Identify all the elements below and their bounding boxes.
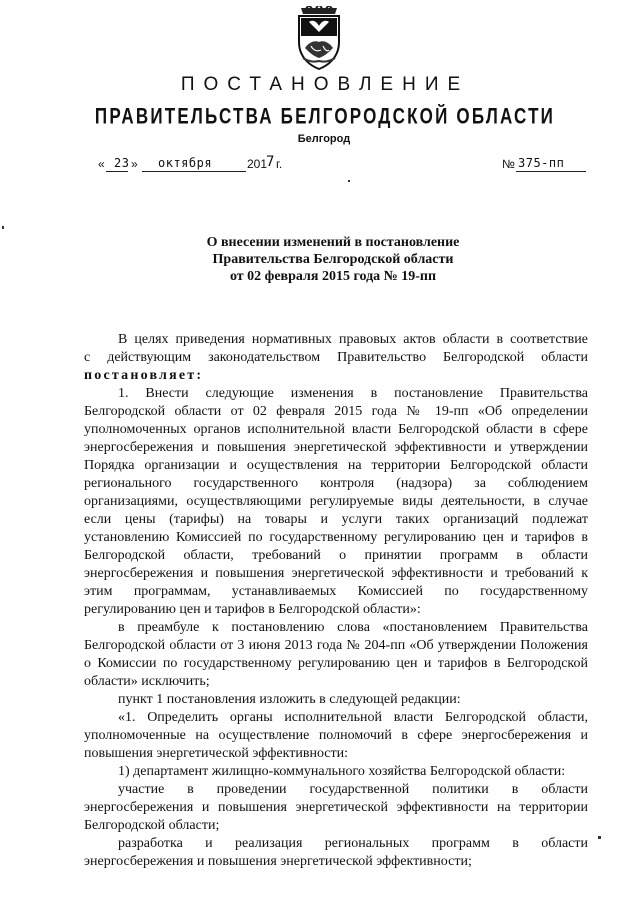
body-line: энергосбережения и повышения энергетической эффективности на территории: [84, 800, 588, 815]
month-underline: [142, 171, 246, 172]
body-line: 1) департамент жилищно-коммунального хозяйства Белгородской области:: [118, 764, 566, 779]
scan-speck: [348, 180, 350, 182]
year-digit: 7: [266, 154, 275, 170]
day-underline: [106, 171, 128, 172]
body-line: о Комиссии по государственному регулированию цен и тарифов в Белгородской: [84, 656, 588, 671]
subject-line: от 02 февраля 2015 года № 19-пп: [229, 269, 437, 284]
body-line: уполномоченные на осуществление полномочий в сфере энергосбережения и: [84, 728, 588, 743]
body-line: энергосбережения и повышения энергетической эффективности и утверждении: [84, 440, 588, 455]
body-line: регулированию цен и тарифов в Белгородской области»:: [84, 602, 421, 617]
body-line: с действующим законодательством Правительство Белгородской области: [84, 350, 588, 365]
subject-line: О внесении изменений в постановление: [206, 235, 460, 250]
document-subject: [0, 234, 640, 285]
body-line: в преамбуле к постановлению слова «постановлением Правительства: [118, 620, 588, 635]
date-month: октября: [158, 156, 213, 170]
body-line: 1. Внести следующие изменения в постановление Правительства: [118, 386, 588, 401]
body-line: Белгородской области от 02 февраля 2015 года № 19-пп «Об определении: [84, 404, 588, 419]
body-line: повышения энергетической эффективности:: [84, 746, 349, 761]
body-line: если цены (тарифы) на товары и услуги таких организаций подлежат: [84, 512, 588, 527]
body-line: В целях приведения нормативных правовых актов области в соответствие: [118, 332, 588, 347]
document-number: 375-пп: [518, 156, 565, 170]
body-line: энергосбережения и повышения энергетической эффективности и требований к: [84, 566, 588, 581]
body-line: организациями, осуществляющими регулируемые виды деятельности, в случае: [84, 494, 588, 509]
body-line: Белгородской области, требований о принятии программ в области: [84, 548, 588, 563]
quote-open: «: [98, 157, 105, 171]
body-line-decree: постановляет:: [84, 368, 204, 383]
year-suffix: г.: [276, 157, 283, 171]
quote-close: »: [131, 157, 138, 171]
coat-of-arms-emblem: [291, 6, 347, 70]
date-line: [0, 154, 640, 177]
document-body: [84, 331, 588, 871]
city-name: Белгород: [297, 133, 351, 145]
body-line: регионального государственного контроля (надзора) за соблюдением: [84, 476, 588, 491]
document-title: ПОСТАНОВЛЕНИЕ: [180, 74, 470, 95]
body-line: Порядка организации и осуществления на территории Белгородской области: [84, 458, 588, 473]
body-line: Белгородской области;: [84, 818, 220, 833]
year-prefix: 201: [247, 157, 268, 171]
subject-line: Правительства Белгородской области: [212, 252, 454, 267]
scan-speck: [598, 836, 601, 839]
body-line: участие в проведении государственной политики в области: [118, 782, 588, 797]
body-line: пункт 1 постановления изложить в следующей редакции:: [118, 692, 461, 707]
date-day: 23: [114, 156, 130, 170]
scan-speck: [2, 226, 4, 229]
body-line: установлению Комиссией по государственному регулированию цен и тарифов в: [84, 530, 588, 545]
body-line: энергосбережения и повышения энергетической эффективности;: [84, 854, 472, 869]
body-line: «1. Определить органы исполнительной власти Белгородской области,: [118, 710, 588, 725]
body-line: разработка и реализация региональных программ в области: [118, 836, 588, 851]
government-name: ПРАВИТЕЛЬСТВА БЕЛГОРОДСКОЙ ОБЛАСТИ: [94, 104, 556, 129]
body-line: Белгородской области от 3 июня 2013 года № 204-пп «Об утверждении Положения: [84, 638, 588, 653]
number-prefix: №: [502, 157, 515, 171]
number-underline: [516, 171, 586, 172]
body-line: области» исключить;: [84, 674, 210, 689]
body-line: уполномоченных органов исполнительной власти Белгородской области в сфере: [84, 422, 588, 437]
body-line: этим программам, устанавливаемых Комиссией по государственному: [84, 584, 588, 599]
